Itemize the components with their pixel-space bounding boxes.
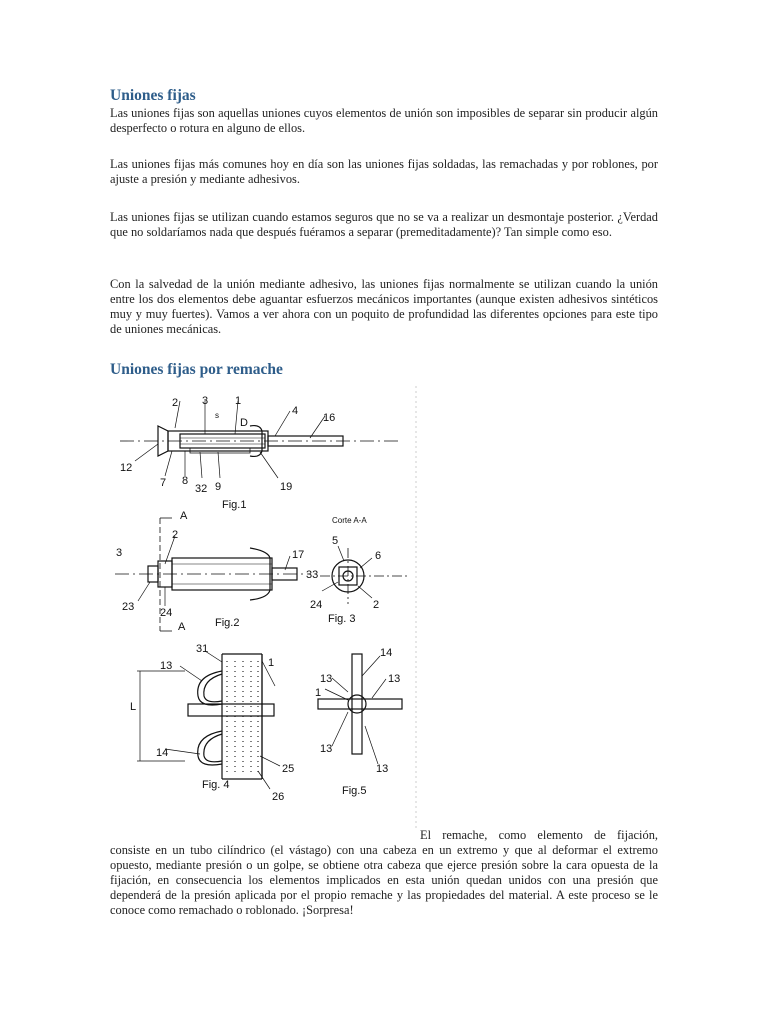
rivet-technical-drawing	[110, 386, 420, 828]
fig1-label-8: 8	[182, 475, 189, 487]
fig5-label-13-a: 13	[320, 673, 333, 685]
fig4-label-1: 1	[268, 657, 275, 669]
fig1-label-19: 19	[280, 481, 293, 493]
fig1-label-4: 4	[292, 405, 299, 417]
fig5-label-1: 1	[315, 687, 322, 699]
paragraph-1: Las uniones fijas son aquellas uniones cuyos elementos de unión son imposibles de separar sin producir algún desperfecto o rotura en alguno de ellos.	[110, 106, 658, 135]
fig1-caption: Fig.1	[222, 499, 247, 511]
fig4-caption: Fig. 4	[202, 779, 230, 791]
rivet-drawing-svg	[110, 386, 420, 828]
fig1-label-s: s	[215, 411, 219, 420]
fig4-label-26: 26	[272, 791, 285, 803]
fig5-caption: Fig.5	[342, 785, 367, 797]
fig3-label-33: 33	[306, 569, 319, 581]
fig4-label-31: 31	[196, 643, 209, 655]
fig1-label-7: 7	[160, 477, 167, 489]
fig3-caption: Fig. 3	[328, 613, 356, 625]
fig5-label-13-b: 13	[388, 673, 401, 685]
fig5-label-14: 14	[380, 647, 393, 659]
section-title-uniones-fijas: Uniones fijas	[110, 87, 196, 104]
fig1-label-2: 2	[172, 397, 179, 409]
fig1-label-16: 16	[323, 412, 336, 424]
fig3-label-5: 5	[332, 535, 339, 547]
paragraph-3: Las uniones fijas se utilizan cuando estamos seguros que no se va a realizar un desmontaje posterior. ¿Verdad que no soldaríamos nada que después fuéramos a separar (premeditadamente)? Tan simple como eso.	[110, 210, 658, 239]
fig1-label-12: 12	[120, 462, 133, 474]
section-title-remache: Uniones fijas por remache	[110, 361, 283, 378]
rivet-description: El remache, como elemento de fijación, consiste en un tubo cilíndrico (el vástago) con una cabeza en un extremo y que al deformar el extremo opuesto, mediante presión o un golpe, se obtiene otra cabeza que ejerce presión sobre la cara opuesta de la fijación, en consecuencia los elementos implicados en esta unión quedan unidos con una presión que dependerá de la presión aplicada por el propio remache y las propiedades del material. A este proceso se le conoce como remachado o roblonado. ¡Sorpresa!	[110, 828, 658, 917]
fig2-label-17: 17	[292, 549, 305, 561]
fig1-label-9: 9	[215, 481, 222, 493]
paragraph-4: Con la salvedad de la unión mediante adhesivo, las uniones fijas normalmente se utilizan cuando la unión entre los dos elementos debe aguantar esfuerzos mecánicos importantes (aunque existen adhesivos sintéticos muy y muy fuertes). Vamos a ver ahora con un poquito de profundidad las diferentes opciones para este tipo de uniones mecánicas.	[110, 277, 658, 336]
fig2-label-23: 23	[122, 601, 135, 613]
fig2-label-a-top: A	[180, 510, 188, 522]
fig3-label-24: 24	[310, 599, 323, 611]
fig2-caption: Fig.2	[215, 617, 240, 629]
fig2-label-2: 2	[172, 529, 179, 541]
fig3-label-2: 2	[373, 599, 380, 611]
paragraph-2: Las uniones fijas más comunes hoy en día son las uniones fijas soldadas, las remachadas y por roblones, por ajuste a presión y mediante adhesivos.	[110, 157, 658, 186]
fig5-label-13-c: 13	[320, 743, 333, 755]
fig3-label-6: 6	[375, 550, 382, 562]
fig4-label-l: L	[130, 701, 137, 713]
fig1-label-32: 32	[195, 483, 208, 495]
fig1-label-3: 3	[202, 395, 209, 407]
fig1-label-1: 1	[235, 395, 242, 407]
fig4-label-25: 25	[282, 763, 295, 775]
fig1-label-d: D	[240, 417, 248, 429]
fig5-label-13-d: 13	[376, 763, 389, 775]
fig4-label-13: 13	[160, 660, 173, 672]
fig2-label-a-bottom: A	[178, 621, 186, 633]
fig2-label-3: 3	[116, 547, 123, 559]
fig4-label-14: 14	[156, 747, 169, 759]
fig2-label-24: 24	[160, 607, 173, 619]
fig3-title: Corte A-A	[332, 516, 367, 525]
